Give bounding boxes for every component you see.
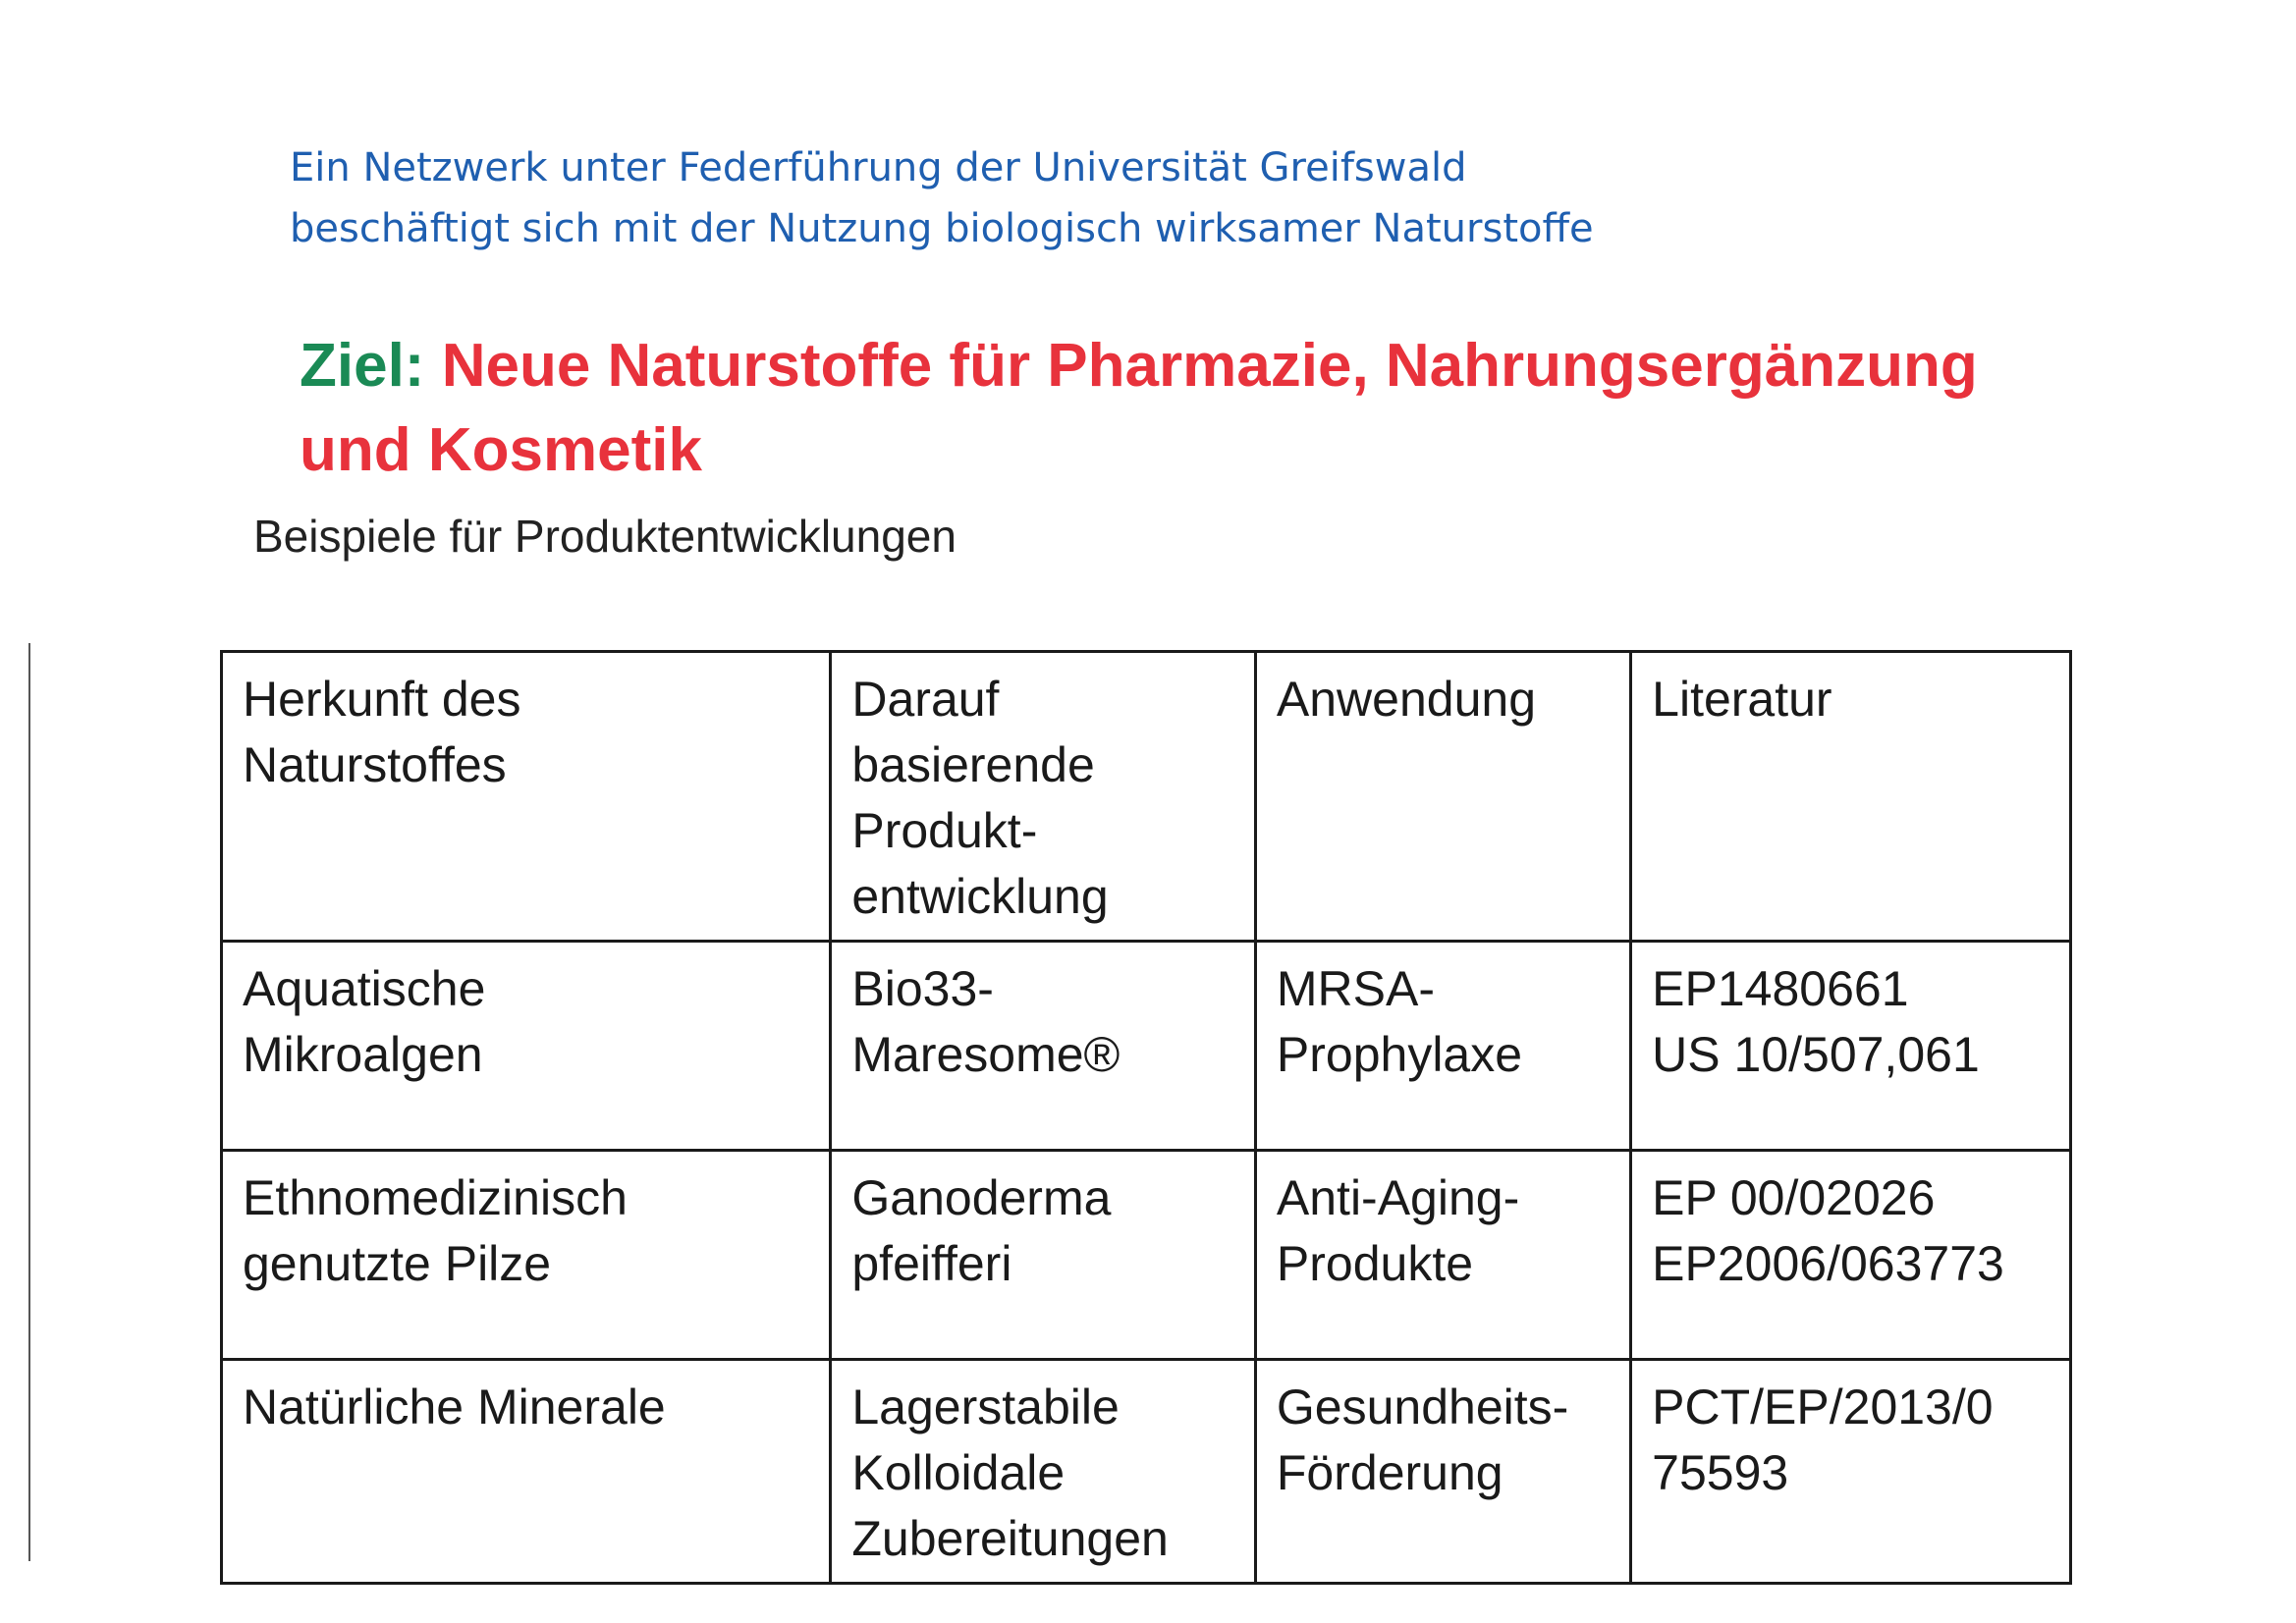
cell-line: Aquatische (243, 961, 486, 1016)
cell-line: Natürliche Minerale (243, 1380, 666, 1434)
header-cell-origin (222, 652, 831, 942)
cell-line: US 10/507,061 (1652, 1027, 1980, 1082)
cell-line: Anwendung (1276, 672, 1537, 727)
goal-text-2: und Kosmetik (300, 416, 702, 484)
table-cell (831, 1151, 1256, 1360)
header-cell-product (831, 652, 1256, 942)
cell-line: pfeifferi (851, 1236, 1012, 1291)
table-cell (831, 942, 1256, 1151)
table-cell (831, 1360, 1256, 1584)
cell-line: Zubereitungen (851, 1511, 1169, 1566)
cell-line: Kolloidale (851, 1445, 1066, 1500)
cell-line: Anti-Aging- (1276, 1170, 1520, 1225)
goal-heading (300, 324, 1978, 493)
table-cell (1631, 1151, 2071, 1360)
cell-line: entwicklung (851, 869, 1109, 924)
table-cell (1255, 1360, 1630, 1584)
cell-line: Förderung (1276, 1445, 1503, 1500)
cell-line: 75593 (1652, 1445, 1789, 1500)
cell-line: EP 00/02026 (1652, 1170, 1936, 1225)
table-cell (222, 1151, 831, 1360)
goal-line-1 (300, 324, 1978, 408)
scan-edge-line (28, 643, 30, 1561)
cell-line: Maresome® (851, 1027, 1121, 1082)
intro-text (290, 137, 1594, 259)
table-cell (222, 1360, 831, 1584)
product-table (220, 650, 2072, 1585)
cell-line: Herkunft des (243, 672, 521, 727)
goal-label: Ziel: (300, 332, 425, 400)
cell-line: genutzte Pilze (243, 1236, 552, 1291)
intro-line-2: beschäftigt sich mit der Nutzung biologisch wirksamer Naturstoffe (290, 206, 1594, 251)
table-cell (222, 942, 831, 1151)
table-cell (1631, 1360, 2071, 1584)
table-subtitle: Beispiele für Produktentwicklungen (253, 511, 957, 562)
table-cell (1631, 942, 2071, 1151)
table-row (222, 1360, 2071, 1584)
cell-line: Bio33- (851, 961, 994, 1016)
cell-line: Mikroalgen (243, 1027, 483, 1082)
cell-line: Produkte (1276, 1236, 1474, 1291)
cell-line: Ganoderma (851, 1170, 1112, 1225)
cell-line: Literatur (1652, 672, 1832, 727)
header-cell-literature (1631, 652, 2071, 942)
cell-line: Naturstoffes (243, 737, 507, 792)
goal-text-1: Neue Naturstoffe für Pharmazie, Nahrungsergänzung (441, 332, 1978, 400)
table-cell (1255, 1151, 1630, 1360)
table-header-row (222, 652, 2071, 942)
cell-line: Prophylaxe (1276, 1027, 1523, 1082)
cell-line: EP2006/063773 (1652, 1236, 2004, 1291)
cell-line: MRSA- (1276, 961, 1435, 1016)
cell-line: PCT/EP/2013/0 (1652, 1380, 1994, 1434)
cell-line: Ethnomedizinisch (243, 1170, 628, 1225)
cell-line: Lagerstabile (851, 1380, 1120, 1434)
cell-line: basierende (851, 737, 1095, 792)
cell-line: Gesundheits- (1276, 1380, 1569, 1434)
cell-line: Darauf (851, 672, 1000, 727)
table-row (222, 942, 2071, 1151)
cell-line: Produkt- (851, 803, 1038, 858)
header-cell-application (1255, 652, 1630, 942)
table-row (222, 1151, 2071, 1360)
table-cell (1255, 942, 1630, 1151)
cell-line: EP1480661 (1652, 961, 1909, 1016)
intro-line-1: Ein Netzwerk unter Federführung der Universität Greifswald (290, 145, 1467, 190)
